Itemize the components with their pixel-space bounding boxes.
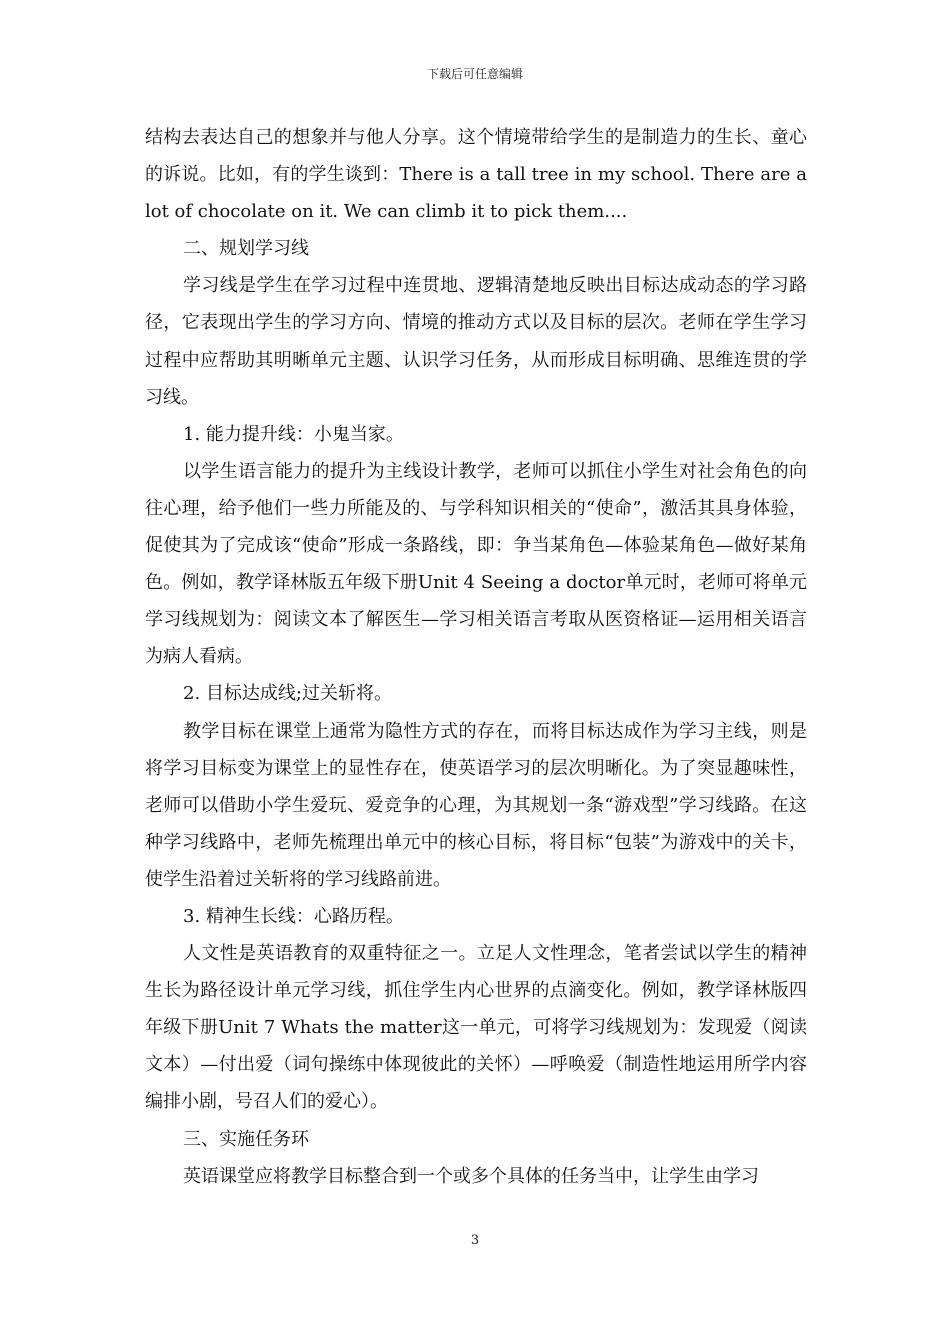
body-text bbox=[145, 119, 807, 1195]
page-header: 下载后可任意编辑 bbox=[426, 67, 523, 81]
paragraph: 英语课堂应将教学目标整合到一个或多个具体的任务当中，让学生由学习 bbox=[183, 1165, 759, 1187]
section-heading-3: 三、实施任务环 bbox=[183, 1128, 309, 1150]
subsection-heading-1: 1. 能力提升线：小鬼当家。 bbox=[183, 423, 404, 445]
paragraph: 结构去表达自己的想象并与他人分享。这个情境带给学生的是制造力的生长、童心的诉说。比如，有的学生谈到：There is a tall tree in my school. There are a lot of chocolate on it. We can climb it to pick them.... bbox=[145, 127, 807, 223]
paragraph: 学习线是学生在学习过程中连贯地、逻辑清楚地反映出目标达成动态的学习路径，它表现出学生的学习方向、情境的推动方式以及目标的层次。老师在学生学习过程中应帮助其明晰单元主题、认识学习任务，从而形成目标明确、思维连贯的学习线。 bbox=[145, 275, 807, 408]
paragraph: 以学生语言能力的提升为主线设计教学，老师可以抓住小学生对社会角色的向往心理，给予他们一些力所能及的、与学科知识相关的“使命”，激活其具身体验，促使其为了完成该“使命”形成一条路线，即：争当某角色—体验某角色—做好某角色。例如，教学译林版五年级下册Unit 4 Seeing a doctor单元时，老师可将单元学习线规划为：阅读文本了解医生—学习相关语言考取从医资格证—运用相关语言为病人看病。 bbox=[145, 460, 807, 668]
page-number: 3 bbox=[470, 1233, 480, 1248]
section-heading-2: 二、规划学习线 bbox=[183, 238, 309, 260]
paragraph: 人文性是英语教育的双重特征之一。立足人文性理念，笔者尝试以学生的精神生长为路径设计单元学习线，抓住学生内心世界的点滴变化。例如，教学译林版四年级下册Unit 7 Whats the matter这一单元，可将学习线规划为：发现爱（阅读文本）—付出爱（词句操练中体现彼此的关怀）—呼唤爱（制造性地运用所学内容编排小剧，号召人们的爱心）。 bbox=[145, 943, 807, 1113]
subsection-heading-3: 3. 精神生长线：心路历程。 bbox=[183, 905, 404, 927]
subsection-heading-2: 2. 目标达成线;过关斩将。 bbox=[183, 683, 392, 705]
paragraph: 教学目标在课堂上通常为隐性方式的存在，而将目标达成作为学习主线，则是将学习目标变为课堂上的显性存在，使英语学习的层次明晰化。为了突显趣味性，老师可以借助小学生爱玩、爱竞争的心理，为其规划一条“游戏型”学习线路。在这种学习线路中，老师先梳理出单元中的核心目标，将目标“包装”为游戏中的关卡，使学生沿着过关斩将的学习线路前进。 bbox=[145, 720, 807, 890]
